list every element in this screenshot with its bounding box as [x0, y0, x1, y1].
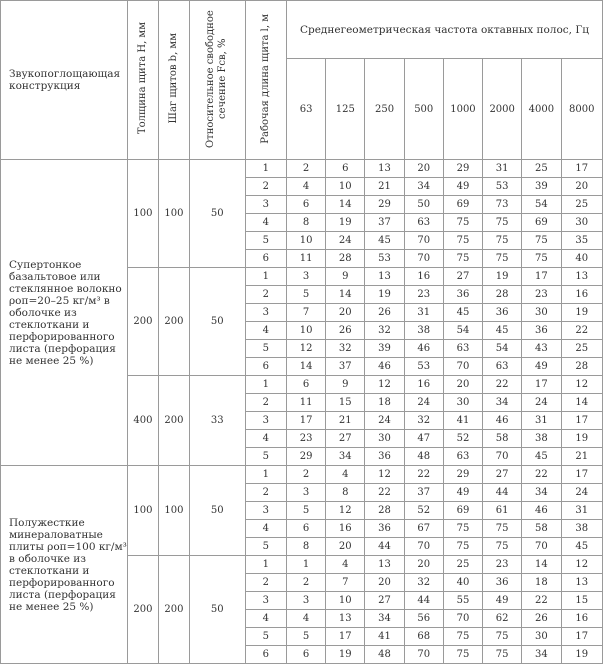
- work-length-value: 3: [245, 592, 286, 610]
- absorption-value: 25: [443, 556, 482, 574]
- absorption-value: 45: [365, 232, 404, 250]
- absorption-value: 20: [404, 160, 443, 178]
- step-value: 100: [158, 160, 189, 268]
- absorption-value: 20: [365, 574, 404, 592]
- absorption-value: 13: [365, 160, 404, 178]
- absorption-value: 6: [286, 520, 325, 538]
- work-length-value: 5: [245, 340, 286, 358]
- absorption-value: 31: [522, 412, 561, 430]
- work-length-value: 3: [245, 502, 286, 520]
- absorption-value: 12: [365, 466, 404, 484]
- absorption-value: 20: [561, 178, 603, 196]
- absorption-value: 32: [404, 574, 443, 592]
- absorption-value: 75: [483, 538, 522, 556]
- work-length-value: 4: [245, 214, 286, 232]
- construction-name: Полужесткие минераловатные плиты ρоп=100 кг/м³ в оболочке из стеклоткани и перфорированного листа (перфорация не менее 25 %): [1, 466, 128, 664]
- absorption-value: 10: [286, 232, 325, 250]
- absorption-value: 6: [286, 196, 325, 214]
- absorption-value: 5: [286, 628, 325, 646]
- absorption-value: 32: [365, 322, 404, 340]
- work-length-value: 5: [245, 628, 286, 646]
- absorption-value: 50: [404, 196, 443, 214]
- absorption-value: 54: [483, 340, 522, 358]
- absorption-value: 75: [443, 646, 482, 664]
- absorption-value: 39: [522, 178, 561, 196]
- work-length-value: 4: [245, 520, 286, 538]
- work-length-value: 6: [245, 646, 286, 664]
- absorption-value: 28: [483, 286, 522, 304]
- absorption-value: 26: [365, 304, 404, 322]
- work-length-value: 4: [245, 430, 286, 448]
- absorption-value: 17: [561, 160, 603, 178]
- absorption-value: 7: [326, 574, 365, 592]
- absorption-value: 8: [326, 484, 365, 502]
- work-length-value: 1: [245, 268, 286, 286]
- absorption-value: 34: [326, 448, 365, 466]
- absorption-value: 29: [286, 448, 325, 466]
- absorption-value: 70: [404, 232, 443, 250]
- absorption-value: 63: [443, 448, 482, 466]
- absorption-value: 46: [483, 412, 522, 430]
- absorption-value: 5: [286, 502, 325, 520]
- absorption-value: 11: [286, 394, 325, 412]
- absorption-value: 20: [326, 304, 365, 322]
- absorption-value: 19: [326, 646, 365, 664]
- absorption-value: 75: [443, 250, 482, 268]
- absorption-value: 16: [404, 376, 443, 394]
- absorption-value: 49: [443, 484, 482, 502]
- absorption-value: 11: [286, 250, 325, 268]
- absorption-value: 36: [365, 520, 404, 538]
- absorption-value: 34: [522, 646, 561, 664]
- absorption-value: 16: [561, 610, 603, 628]
- absorption-value: 56: [404, 610, 443, 628]
- absorption-value: 13: [365, 556, 404, 574]
- absorption-value: 17: [286, 412, 325, 430]
- header-open-section: Относительное свободное сечение Fсв, %: [189, 1, 245, 160]
- absorption-value: 30: [365, 430, 404, 448]
- absorption-value: 23: [404, 286, 443, 304]
- absorption-value: 75: [483, 520, 522, 538]
- absorption-value: 7: [286, 304, 325, 322]
- work-length-value: 3: [245, 304, 286, 322]
- work-length-value: 1: [245, 556, 286, 574]
- absorption-value: 67: [404, 520, 443, 538]
- absorption-value: 27: [483, 466, 522, 484]
- absorption-value: 53: [365, 250, 404, 268]
- work-length-value: 4: [245, 610, 286, 628]
- absorption-value: 17: [522, 376, 561, 394]
- absorption-value: 25: [561, 196, 603, 214]
- absorption-value: 49: [443, 178, 482, 196]
- absorption-value: 17: [561, 412, 603, 430]
- absorption-value: 37: [365, 214, 404, 232]
- absorption-value: 54: [443, 322, 482, 340]
- work-length-value: 2: [245, 286, 286, 304]
- absorption-value: 28: [365, 502, 404, 520]
- absorption-value: 22: [522, 466, 561, 484]
- open-section-value: 50: [189, 556, 245, 664]
- absorption-value: 70: [404, 646, 443, 664]
- absorption-value: 30: [443, 394, 482, 412]
- thickness-value: 400: [127, 376, 158, 466]
- absorption-value: 39: [365, 340, 404, 358]
- absorption-value: 13: [326, 610, 365, 628]
- work-length-value: 4: [245, 322, 286, 340]
- absorption-value: 9: [326, 268, 365, 286]
- absorption-value: 38: [404, 322, 443, 340]
- header-freq-125: 125: [326, 59, 365, 160]
- absorption-value: 12: [561, 556, 603, 574]
- absorption-value: 36: [483, 574, 522, 592]
- work-length-value: 2: [245, 484, 286, 502]
- absorption-value: 30: [522, 628, 561, 646]
- absorption-value: 46: [365, 358, 404, 376]
- absorption-value: 14: [326, 286, 365, 304]
- absorption-value: 19: [326, 214, 365, 232]
- absorption-value: 25: [561, 340, 603, 358]
- absorption-value: 63: [443, 340, 482, 358]
- absorption-value: 44: [404, 592, 443, 610]
- absorption-value: 75: [443, 538, 482, 556]
- absorption-value: 24: [326, 232, 365, 250]
- absorption-value: 22: [561, 322, 603, 340]
- absorption-value: 53: [404, 358, 443, 376]
- absorption-value: 47: [404, 430, 443, 448]
- absorption-value: 19: [561, 646, 603, 664]
- absorption-value: 20: [443, 376, 482, 394]
- absorption-value: 75: [483, 250, 522, 268]
- absorption-value: 38: [522, 430, 561, 448]
- absorption-value: 70: [483, 448, 522, 466]
- absorption-value: 23: [286, 430, 325, 448]
- absorption-value: 75: [522, 232, 561, 250]
- absorption-value: 30: [561, 214, 603, 232]
- absorption-value: 28: [326, 250, 365, 268]
- absorption-value: 2: [286, 466, 325, 484]
- work-length-value: 1: [245, 466, 286, 484]
- absorption-value: 45: [522, 448, 561, 466]
- work-length-value: 2: [245, 178, 286, 196]
- absorption-value: 12: [561, 376, 603, 394]
- absorption-value: 10: [326, 592, 365, 610]
- absorption-value: 69: [443, 196, 482, 214]
- absorption-value: 44: [483, 484, 522, 502]
- absorption-value: 49: [483, 592, 522, 610]
- absorption-value: 32: [404, 412, 443, 430]
- absorption-value: 23: [522, 286, 561, 304]
- absorption-value: 34: [404, 178, 443, 196]
- absorption-value: 36: [443, 286, 482, 304]
- absorption-value: 9: [326, 376, 365, 394]
- absorption-value: 45: [443, 304, 482, 322]
- absorption-value: 37: [404, 484, 443, 502]
- absorption-value: 22: [522, 592, 561, 610]
- absorption-value: 49: [522, 358, 561, 376]
- absorption-value: 40: [561, 250, 603, 268]
- step-value: 200: [158, 268, 189, 376]
- absorption-value: 62: [483, 610, 522, 628]
- absorption-value: 8: [286, 538, 325, 556]
- absorption-value: 16: [326, 520, 365, 538]
- open-section-value: 33: [189, 376, 245, 466]
- absorption-value: 29: [443, 466, 482, 484]
- absorption-value: 19: [561, 304, 603, 322]
- absorption-value: 26: [326, 322, 365, 340]
- absorption-value: 3: [286, 484, 325, 502]
- absorption-value: 22: [404, 466, 443, 484]
- absorption-value: 5: [286, 286, 325, 304]
- absorption-value: 19: [561, 430, 603, 448]
- header-construction: Звукопоглощающая конструкция: [1, 1, 128, 160]
- header-freq-63: 63: [286, 59, 325, 160]
- absorption-value: 17: [561, 466, 603, 484]
- absorption-value: 10: [326, 178, 365, 196]
- absorption-value: 46: [522, 502, 561, 520]
- absorption-value: 54: [522, 196, 561, 214]
- absorption-value: 19: [483, 268, 522, 286]
- header-freq-8000: 8000: [561, 59, 603, 160]
- work-length-value: 5: [245, 448, 286, 466]
- absorption-value: 24: [561, 484, 603, 502]
- absorption-value: 35: [561, 232, 603, 250]
- absorption-value: 27: [365, 592, 404, 610]
- absorption-value: 22: [483, 376, 522, 394]
- absorption-value: 34: [365, 610, 404, 628]
- absorption-value: 69: [443, 502, 482, 520]
- absorption-value: 68: [404, 628, 443, 646]
- header-thickness: Толщина щита H, мм: [127, 1, 158, 160]
- absorption-value: 24: [522, 394, 561, 412]
- absorption-value: 3: [286, 592, 325, 610]
- construction-name: Супертонкое базальтовое или стеклянное волокно ρоп=20–25 кг/м³ в оболочке из стеклоткани и перфорированного листа (перфорация не менее 25 %): [1, 160, 128, 466]
- absorption-value: 75: [443, 628, 482, 646]
- step-value: 200: [158, 376, 189, 466]
- thickness-value: 100: [127, 466, 158, 556]
- absorption-value: 4: [326, 556, 365, 574]
- absorption-value: 4: [286, 610, 325, 628]
- absorption-value: 36: [522, 322, 561, 340]
- open-section-value: 50: [189, 466, 245, 556]
- step-value: 200: [158, 556, 189, 664]
- absorption-value: 2: [286, 160, 325, 178]
- absorption-value: 36: [483, 304, 522, 322]
- table-body: [1, 160, 603, 664]
- absorption-value: 20: [404, 556, 443, 574]
- absorption-value: 75: [443, 520, 482, 538]
- absorption-value: 24: [365, 412, 404, 430]
- absorption-value: 44: [365, 538, 404, 556]
- work-length-value: 2: [245, 574, 286, 592]
- absorption-value: 70: [443, 610, 482, 628]
- absorption-value: 21: [561, 448, 603, 466]
- absorption-value: 15: [561, 592, 603, 610]
- header-freq-500: 500: [404, 59, 443, 160]
- absorption-value: 75: [483, 214, 522, 232]
- open-section-value: 50: [189, 160, 245, 268]
- absorption-value: 70: [522, 538, 561, 556]
- absorption-value: 8: [286, 214, 325, 232]
- work-length-value: 6: [245, 358, 286, 376]
- absorption-value: 19: [365, 286, 404, 304]
- absorption-value: 4: [326, 466, 365, 484]
- absorption-value: 75: [483, 646, 522, 664]
- header-freq-2000: 2000: [483, 59, 522, 160]
- absorption-value: 14: [522, 556, 561, 574]
- header-frequency-title: Среднегеометрическая частота октавных полос, Гц: [286, 1, 602, 59]
- work-length-value: 5: [245, 232, 286, 250]
- work-length-value: 5: [245, 538, 286, 556]
- absorption-value: 34: [483, 394, 522, 412]
- absorption-value: 15: [326, 394, 365, 412]
- thickness-value: 100: [127, 160, 158, 268]
- absorption-value: 13: [561, 574, 603, 592]
- absorption-value: 40: [443, 574, 482, 592]
- absorption-value: 31: [404, 304, 443, 322]
- absorption-value: 13: [561, 268, 603, 286]
- absorption-value: 75: [443, 214, 482, 232]
- absorption-value: 18: [522, 574, 561, 592]
- absorption-value: 34: [522, 484, 561, 502]
- header-step: Шаг щитов b, мм: [158, 1, 189, 160]
- work-length-value: 3: [245, 412, 286, 430]
- absorption-value: 21: [365, 178, 404, 196]
- absorption-value: 75: [483, 232, 522, 250]
- absorption-value: 41: [443, 412, 482, 430]
- table-header: [1, 1, 603, 160]
- absorption-value: 41: [365, 628, 404, 646]
- absorption-value: 3: [286, 268, 325, 286]
- open-section-value: 50: [189, 268, 245, 376]
- absorption-value: 63: [404, 214, 443, 232]
- absorption-value: 6: [326, 160, 365, 178]
- absorption-value: 17: [522, 268, 561, 286]
- absorption-value: 48: [404, 448, 443, 466]
- absorption-value: 46: [404, 340, 443, 358]
- absorption-value: 17: [561, 628, 603, 646]
- work-length-value: 3: [245, 196, 286, 214]
- absorption-value: 27: [443, 268, 482, 286]
- absorption-value: 14: [561, 394, 603, 412]
- absorption-value: 14: [286, 358, 325, 376]
- absorption-value: 12: [365, 376, 404, 394]
- absorption-value: 4: [286, 178, 325, 196]
- absorption-value: 55: [443, 592, 482, 610]
- absorption-value: 24: [404, 394, 443, 412]
- absorption-value: 29: [365, 196, 404, 214]
- absorption-value: 30: [522, 304, 561, 322]
- work-length-value: 6: [245, 250, 286, 268]
- absorption-value: 61: [483, 502, 522, 520]
- step-value: 100: [158, 466, 189, 556]
- absorption-value: 43: [522, 340, 561, 358]
- absorption-value: 23: [483, 556, 522, 574]
- absorption-value: 52: [404, 502, 443, 520]
- absorption-value: 10: [286, 322, 325, 340]
- header-freq-1000: 1000: [443, 59, 482, 160]
- absorption-value: 70: [404, 538, 443, 556]
- absorption-value: 21: [326, 412, 365, 430]
- absorption-value: 38: [561, 520, 603, 538]
- header-freq-4000: 4000: [522, 59, 561, 160]
- absorption-value: 70: [443, 358, 482, 376]
- absorption-value: 73: [483, 196, 522, 214]
- absorption-value: 75: [443, 232, 482, 250]
- absorption-value: 45: [483, 322, 522, 340]
- header-freq-250: 250: [365, 59, 404, 160]
- absorption-value: 20: [326, 538, 365, 556]
- absorption-value: 1: [286, 556, 325, 574]
- absorption-value: 69: [522, 214, 561, 232]
- absorption-value: 12: [326, 502, 365, 520]
- table-row: [1, 466, 603, 484]
- absorption-value: 32: [326, 340, 365, 358]
- absorption-value: 6: [286, 646, 325, 664]
- absorption-value: 48: [365, 646, 404, 664]
- header-work-length: Рабочая длина щита l, м: [245, 1, 286, 160]
- absorption-value: 16: [404, 268, 443, 286]
- work-length-value: 1: [245, 376, 286, 394]
- absorption-value: 45: [561, 538, 603, 556]
- absorption-value: 31: [561, 502, 603, 520]
- absorption-value: 25: [522, 160, 561, 178]
- thickness-value: 200: [127, 556, 158, 664]
- work-length-value: 2: [245, 394, 286, 412]
- absorption-value: 37: [326, 358, 365, 376]
- absorption-value: 12: [286, 340, 325, 358]
- absorption-value: 16: [561, 286, 603, 304]
- absorption-value: 31: [483, 160, 522, 178]
- absorption-value: 17: [326, 628, 365, 646]
- absorption-value: 75: [483, 628, 522, 646]
- absorption-value: 27: [326, 430, 365, 448]
- absorption-value: 13: [365, 268, 404, 286]
- absorption-value: 70: [404, 250, 443, 268]
- thickness-value: 200: [127, 268, 158, 376]
- absorption-value: 58: [483, 430, 522, 448]
- absorption-value: 6: [286, 376, 325, 394]
- absorption-value: 29: [443, 160, 482, 178]
- absorption-value: 22: [365, 484, 404, 502]
- absorption-value: 18: [365, 394, 404, 412]
- absorption-value: 52: [443, 430, 482, 448]
- absorption-value: 75: [522, 250, 561, 268]
- absorption-value: 36: [365, 448, 404, 466]
- absorption-value: 26: [522, 610, 561, 628]
- absorption-value: 53: [483, 178, 522, 196]
- absorption-value: 63: [483, 358, 522, 376]
- absorption-value: 28: [561, 358, 603, 376]
- work-length-value: 1: [245, 160, 286, 178]
- absorption-value: 2: [286, 574, 325, 592]
- table-row: [1, 160, 603, 178]
- absorption-value: 58: [522, 520, 561, 538]
- absorption-value: 14: [326, 196, 365, 214]
